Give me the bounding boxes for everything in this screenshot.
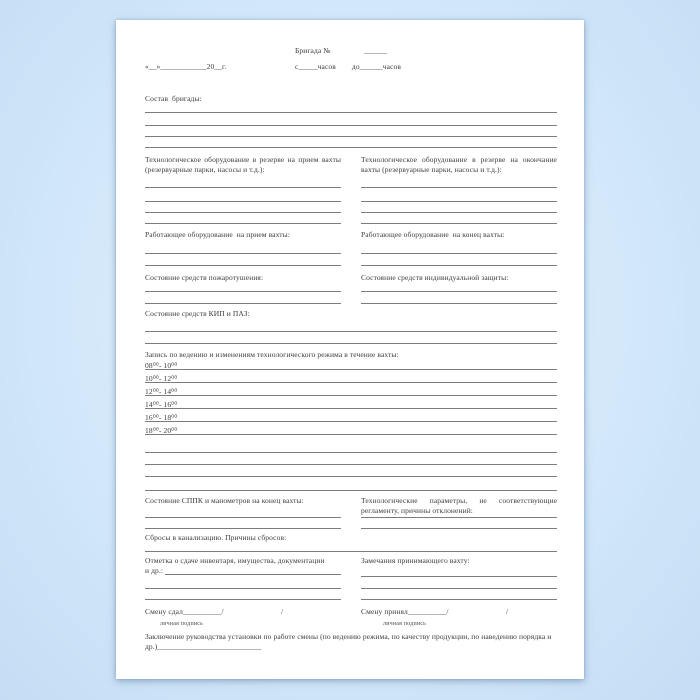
shift-hours [295, 62, 401, 72]
blank-line [361, 588, 557, 589]
blank-line [145, 212, 341, 213]
sppk-label: Состояние СППК и манометров на конец вахты: [145, 496, 304, 505]
regime-log-title: Запись по ведению и изменениям технологического режима в течение вахты: [145, 350, 399, 359]
shift-accepted-label: Смену принял__________/ [361, 607, 449, 616]
discharges-label: Сбросы в канализацию. Причины сбросов: [145, 533, 287, 542]
blank-line [145, 490, 557, 491]
personal-signature-caption: личная подпись [160, 621, 204, 627]
blank-line [145, 343, 557, 344]
equip-reserve-start-label: Технологическое оборудование в резерве на прием вахты (резервуарные парки, насосы и т.д.): [145, 155, 341, 174]
blank-line [145, 125, 557, 126]
blank-line [361, 201, 557, 202]
brigade-number-blank: ______ [364, 46, 388, 55]
blank-line [361, 599, 557, 600]
blank-line [145, 112, 557, 113]
working-start-label: Работающее оборудование на прием вахты: [145, 230, 290, 239]
hours-to-label: до______часов [351, 62, 401, 71]
blank-line [145, 421, 557, 422]
blank-line [145, 291, 341, 292]
brigade-number-label: Бригада № [295, 46, 331, 55]
blank-line [361, 223, 557, 224]
tech-params-label: Технологические параметры, не соответствующие регламенту, причины отклонений: [361, 496, 557, 515]
blank-line [361, 517, 557, 518]
blank-line [145, 517, 341, 518]
blank-line [145, 303, 341, 304]
blank-line [145, 265, 341, 266]
blank-line [145, 253, 341, 254]
blank-line [145, 528, 341, 529]
working-end-label: Работающее оборудование на конец вахты: [361, 230, 505, 239]
blank-line [165, 574, 341, 575]
log-row-time: 12⁰⁰- 14⁰⁰ [145, 387, 178, 396]
shift-accepted-slash: / [506, 607, 509, 616]
blank-line [145, 147, 557, 148]
blank-line [361, 212, 557, 213]
form-page [116, 20, 584, 679]
blank-line [145, 476, 557, 477]
management-conclusion-label: Заключение руководства установки по работе смены (по ведению режима, по качеству продукции, по наведению порядка и др.)___________________________ [145, 632, 554, 651]
personal-signature-caption: личная подпись [383, 621, 427, 627]
blank-line [145, 331, 557, 332]
inventory-etc-label: и др.: [145, 566, 164, 575]
log-row-time: 18⁰⁰- 20⁰⁰ [145, 426, 178, 435]
hours-from-label: с_____часов [295, 62, 336, 71]
blank-line [145, 223, 341, 224]
remarks-label: Замечания принимающего вахту: [361, 556, 470, 565]
inventory-label-continued [145, 566, 341, 576]
log-row-time: 14⁰⁰- 16⁰⁰ [145, 400, 178, 409]
personal-protection-label: Состояние средств индивидуальной защиты: [361, 273, 509, 282]
log-row-time: 16⁰⁰- 18⁰⁰ [145, 413, 178, 422]
blank-line [361, 253, 557, 254]
fire-safety-label: Состояние средств пожаротушения: [145, 273, 264, 282]
blank-line [145, 382, 557, 383]
blank-line [145, 464, 557, 465]
crew-label: Состав бригады: [145, 94, 202, 103]
inventory-label: Отметка о сдаче инвентаря, имущества, документации [145, 556, 325, 565]
blank-line [145, 395, 557, 396]
blank-line [361, 291, 557, 292]
blank-line [361, 528, 557, 529]
equip-reserve-end-label: Технологическое оборудование в резерве на окончание вахты (резервуарные парки, насосы и т.д.): [361, 155, 557, 174]
date-blank: «__»____________20__г. [145, 62, 227, 71]
blank-line [145, 136, 557, 137]
blank-line [145, 408, 557, 409]
blank-line [361, 265, 557, 266]
log-row-time: 08⁰⁰- 10⁰⁰ [145, 361, 178, 370]
blank-line [145, 201, 341, 202]
blank-line [145, 551, 557, 552]
blank-line [145, 599, 341, 600]
blank-line [145, 588, 341, 589]
shift-handed-label: Смену сдал__________/ [145, 607, 224, 616]
blank-line [361, 187, 557, 188]
blank-line [361, 576, 557, 577]
blank-line [145, 452, 557, 453]
blank-line [145, 187, 341, 188]
blank-line [145, 369, 557, 370]
log-row-time: 10⁰⁰- 12⁰⁰ [145, 374, 178, 383]
blank-line [361, 303, 557, 304]
shift-handed-slash: / [281, 607, 284, 616]
blank-line [145, 434, 557, 435]
kip-paz-label: Состояние средств КИП и ПАЗ: [145, 309, 250, 318]
